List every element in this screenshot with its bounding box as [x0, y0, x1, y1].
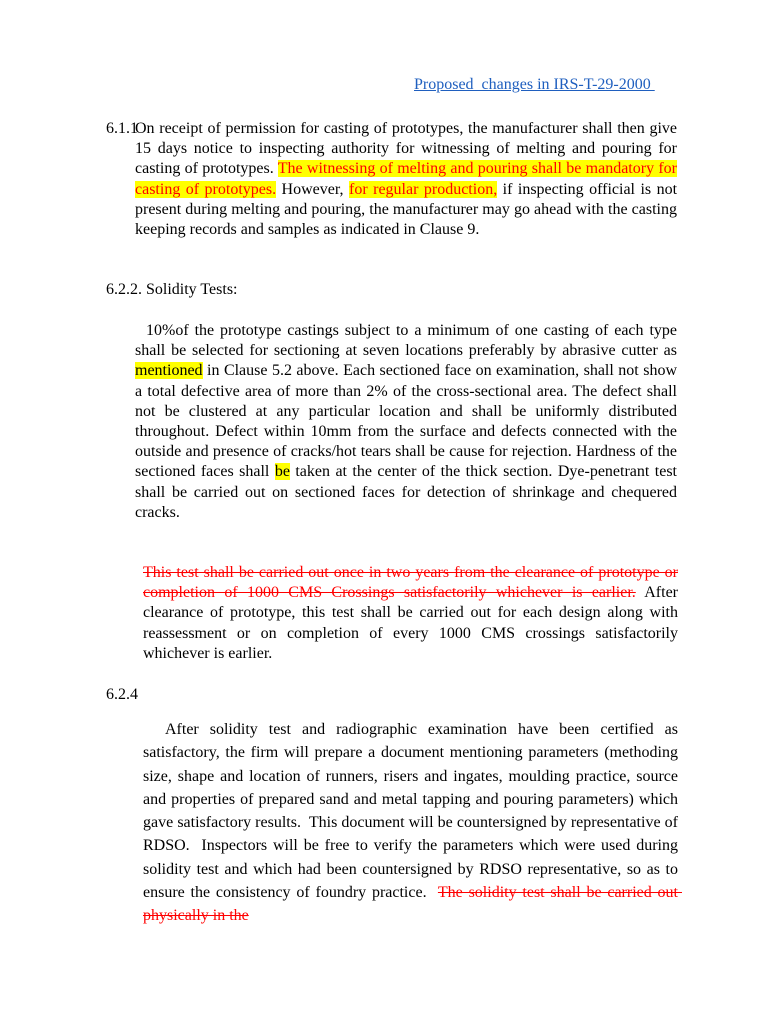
highlighted-text: The witnessing of melting and pouring shall be mandatory for casting of prototypes.	[135, 160, 677, 198]
clause-6-2-2-paragraph-1	[135, 321, 677, 523]
clause-6-2-4-paragraph	[143, 718, 683, 928]
paragraph-text: in Clause 5.2 above. Each sectioned face on examination, shall not show a total defective area of more than 2% of the cross-sectional area. The defect shall not be clustered at any particular location and shall be uniformly distributed throughout. Defect within 10mm from the surface and defects connected with the outside and presence of cracks/hot tears shall be cause for rejection. Hardness of the sectioned faces shall	[135, 362, 677, 481]
paragraph-text: After clearance of prototype, this test shall be carried out for each design along with reassessment or on completion of every 1000 CMS crossings satisfactorily whichever is earlier.	[143, 584, 679, 662]
clause-6-2-2-paragraph-2	[143, 563, 678, 664]
highlighted-text: be	[274, 463, 290, 481]
paragraph-text: 10%of the prototype castings subject to a minimum of one casting of each type shall be selected for sectioning at seven locations preferably by abrasive cutter as	[135, 322, 677, 360]
clause-text: However,	[276, 180, 350, 198]
highlighted-text: mentioned	[135, 362, 203, 380]
clause-heading-6-2-2: 6.2.2. Solidity Tests:	[106, 281, 238, 298]
clause-number-6-2-4: 6.2.4	[106, 686, 138, 703]
paragraph-text: After solidity test and radiographic examination have been certified as satisfactory, the firm will prepare a document mentioning parameters (methoding size, shape and location of runners, risers and ingates, moulding practice, source and properties of prepared sand and metal tapping and pouring parameters) which gave satisfactory results. This document will be countersigned by representative of RDSO. Inspectors will be free to verify the parameters which were used during solidity test and which had been countersigned by RDSO representative, so as to ensure the consistency of foundry practice.	[143, 721, 683, 902]
clause-number-6-1-1: 6.1.1	[106, 120, 138, 137]
clause-text: On receipt of permission for casting of prototypes, the manufacturer shall then give 15 days notice to inspecting authority for witnessing of melting and pouring for casting of prototypes.	[135, 120, 677, 178]
clause-text: if inspecting official is not present during melting and pouring, the manufacturer may go ahead with the casting keeping records and samples as indicated in Clause 9.	[135, 180, 678, 239]
document-title-link[interactable]: Proposed changes in IRS-T-29-2000	[414, 76, 655, 93]
clause-6-1-1-text	[135, 119, 677, 240]
struck-through-text: The solidity test shall be carried out physically in the	[143, 884, 682, 925]
paragraph-text: taken at the center of the thick section. Dye-penetrant test shall be carried out on sectioned faces for detection of shrinkage and chequered cracks.	[135, 463, 678, 521]
struck-through-text: This test shall be carried out once in two years from the clearance of prototype or completion of 1000 CMS Crossings satisfactorily whichever is earlier.	[143, 564, 678, 602]
highlighted-text: for regular production,	[349, 180, 498, 198]
